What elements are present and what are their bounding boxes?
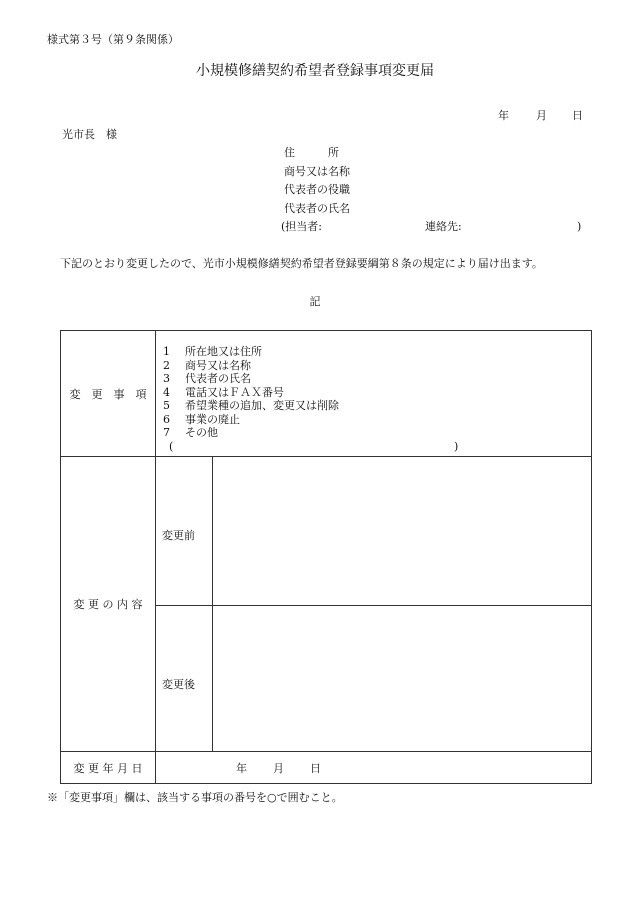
ki-heading: 記 <box>309 295 321 308</box>
after-label: 変更後 <box>156 606 213 752</box>
change-date-day: 日 <box>310 762 321 775</box>
change-date-head: 変 更 年 月 日 <box>61 752 156 784</box>
item-line <box>163 413 591 427</box>
item-label: その他 <box>185 426 218 439</box>
item-number: 5 <box>163 399 170 412</box>
form-number: 様式第３号（第９条関係） <box>47 33 179 46</box>
item-label: 所在地又は住所 <box>185 345 262 358</box>
change-date-field[interactable] <box>156 752 592 784</box>
address-label: 住 所 <box>284 146 339 159</box>
paren-open: ( <box>169 439 174 453</box>
item-line <box>163 359 591 373</box>
date-month-label: 月 <box>536 109 547 122</box>
company-name-label: 商号又は名称 <box>284 165 350 178</box>
change-form-table <box>60 330 592 784</box>
item-label: 商号又は名称 <box>185 358 251 372</box>
item-label: 代表者の氏名 <box>185 372 251 385</box>
before-content-field[interactable] <box>213 457 592 606</box>
item-line <box>163 386 591 400</box>
footnote: ※「変更事項」欄は、該当する事項の番号を○で囲むこと。 <box>47 791 343 804</box>
item-line <box>163 426 591 440</box>
item-number: 6 <box>163 412 170 426</box>
body-text: 下記のとおり変更したので、光市小規模修繕契約希望者登録要綱第８条の規定により届け出ます。 <box>60 257 543 270</box>
contact-person-label: (担当者: <box>281 220 322 233</box>
item-line <box>163 345 591 359</box>
item-number: 7 <box>163 426 170 439</box>
item-line <box>163 372 591 386</box>
other-details-blank <box>163 440 591 454</box>
date-day-label: 日 <box>572 109 583 122</box>
item-number: 1 <box>163 345 170 358</box>
item-line <box>163 399 591 413</box>
document-title: 小規模修繕契約希望者登録事項変更届 <box>196 63 434 79</box>
contact-close-paren: ) <box>577 220 582 233</box>
representative-title-label: 代表者の役職 <box>284 183 350 196</box>
item-label: 電話又はＦＡＸ番号 <box>185 385 284 399</box>
item-number: 3 <box>163 372 170 385</box>
before-label: 変更前 <box>156 457 213 606</box>
item-number: 4 <box>163 385 170 399</box>
date-year-label: 年 <box>498 109 509 122</box>
item-number: 2 <box>163 358 170 372</box>
change-date-year: 年 <box>236 762 247 775</box>
contact-label: 連絡先: <box>425 220 462 233</box>
content-head: 変 更 の 内 容 <box>61 457 156 752</box>
item-label: 希望業種の追加、変更又は削除 <box>185 399 339 412</box>
paren-close: ) <box>454 439 459 453</box>
representative-name-label: 代表者の氏名 <box>284 202 350 215</box>
change-date-month: 月 <box>273 762 284 775</box>
items-head: 変 更 事 項 <box>61 331 156 457</box>
items-cell <box>156 331 592 457</box>
item-label: 事業の廃止 <box>185 412 240 426</box>
after-content-field[interactable] <box>213 606 592 752</box>
recipient: 光市長 様 <box>62 128 117 141</box>
